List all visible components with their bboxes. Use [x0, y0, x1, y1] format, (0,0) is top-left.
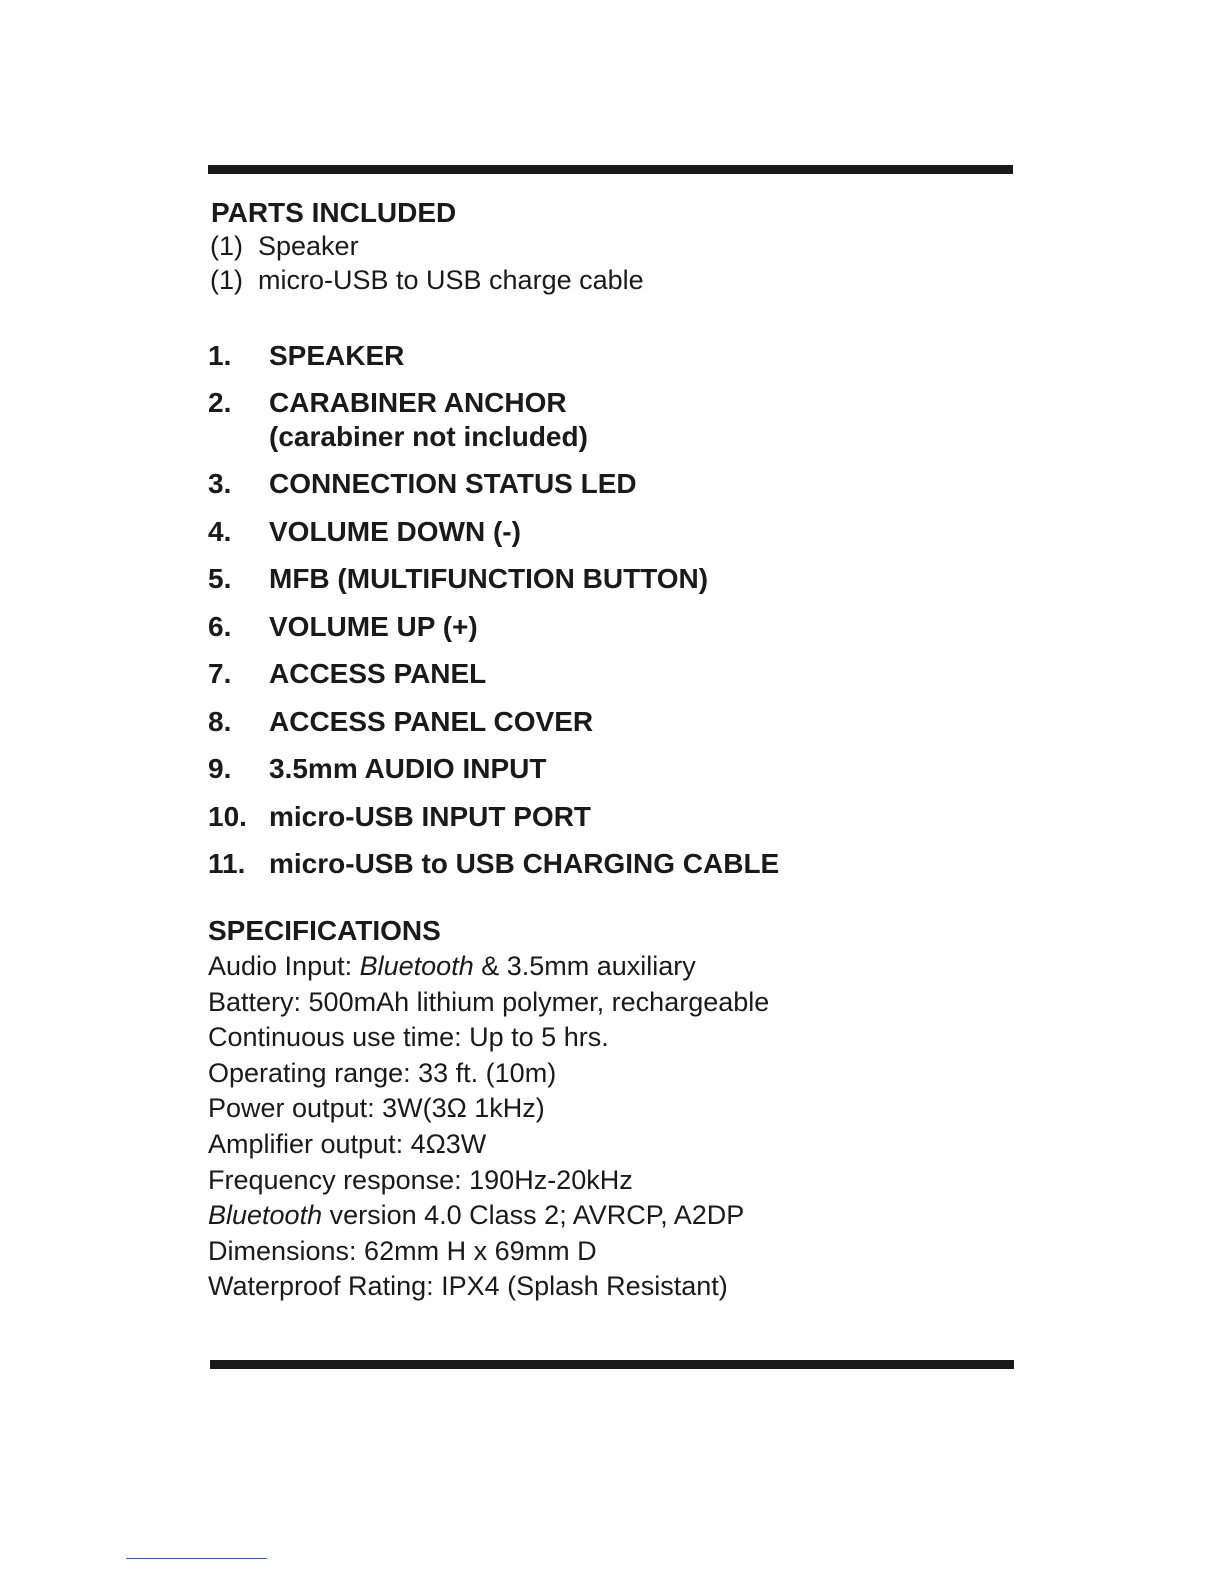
component-label: CARABINER ANCHOR [269, 387, 567, 418]
component-item-5 [208, 562, 708, 596]
component-number: 9. [208, 753, 232, 784]
component-number: 5. [208, 563, 232, 594]
list-item [210, 263, 644, 297]
spec-range: Operating range: 33 ft. (10m) [208, 1057, 557, 1088]
component-label: SPEAKER [269, 340, 405, 371]
spec-amplifier-output: Amplifier output: 4Ω3W [208, 1128, 487, 1159]
spec-text-italic: Bluetooth [359, 951, 474, 981]
component-item-6 [208, 610, 478, 644]
spec-use-time: Continuous use time: Up to 5 hrs. [208, 1022, 609, 1053]
component-number: 6. [208, 611, 232, 642]
footer-divider [126, 1558, 267, 1559]
parts-included-heading: PARTS INCLUDED [211, 197, 457, 228]
component-number: 3. [208, 468, 232, 499]
parts-list [210, 229, 644, 297]
spec-power-output: Power output: 3W(3Ω 1kHz) [208, 1093, 545, 1124]
component-number: 11. [208, 848, 246, 879]
component-item-2 [208, 386, 588, 454]
component-sublabel: (carabiner not included) [269, 421, 588, 452]
spec-dimensions: Dimensions: 62mm H x 69mm D [208, 1235, 597, 1266]
component-label: ACCESS PANEL COVER [269, 706, 594, 737]
component-label: 3.5mm AUDIO INPUT [269, 753, 547, 784]
list-item [210, 229, 644, 263]
spec-text: version 4.0 Class 2; AVRCP, A2DP [322, 1200, 745, 1231]
component-label: MFB (MULTIFUNCTION BUTTON) [269, 563, 709, 594]
component-item-4 [208, 515, 521, 549]
component-number: 4. [208, 516, 232, 547]
top-rule [208, 165, 1013, 174]
spec-text: & 3.5mm auxiliary [473, 951, 696, 981]
spec-bluetooth-version [208, 1198, 769, 1234]
specifications-heading: SPECIFICATIONS [208, 915, 441, 946]
component-item-10 [208, 800, 591, 834]
component-label: micro-USB INPUT PORT [269, 801, 592, 832]
item-quantity: (1) [210, 231, 243, 261]
item-quantity: (1) [210, 265, 243, 295]
component-number: 1. [208, 340, 232, 371]
component-label: VOLUME DOWN (-) [269, 516, 521, 547]
component-item-7 [208, 657, 486, 691]
component-label: VOLUME UP (+) [269, 611, 478, 642]
component-item-1 [208, 339, 404, 373]
spec-waterproof: Waterproof Rating: IPX4 (Splash Resistant) [208, 1271, 728, 1302]
spec-audio-input [208, 949, 769, 985]
component-number: 7. [208, 658, 232, 689]
specifications-list [208, 949, 769, 1305]
spec-frequency: Frequency response: 190Hz-20kHz [208, 1164, 633, 1195]
item-text: Speaker [258, 231, 359, 261]
component-item-9 [208, 752, 546, 786]
component-number: 2. [208, 387, 232, 418]
component-item-8 [208, 705, 593, 739]
component-label: CONNECTION STATUS LED [269, 468, 637, 499]
component-label: ACCESS PANEL [269, 658, 487, 689]
component-number: 8. [208, 706, 232, 737]
component-item-3 [208, 467, 637, 501]
spec-text-italic: Bluetooth [208, 1200, 323, 1231]
spec-battery: Battery: 500mAh lithium polymer, rechargeable [208, 986, 770, 1017]
component-number: 10. [208, 801, 247, 832]
component-label: micro-USB to USB CHARGING CABLE [269, 848, 780, 879]
item-text: micro-USB to USB charge cable [258, 265, 644, 295]
bottom-rule [210, 1360, 1014, 1369]
spec-text: Audio Input: [208, 951, 360, 981]
component-item-11 [208, 847, 779, 881]
